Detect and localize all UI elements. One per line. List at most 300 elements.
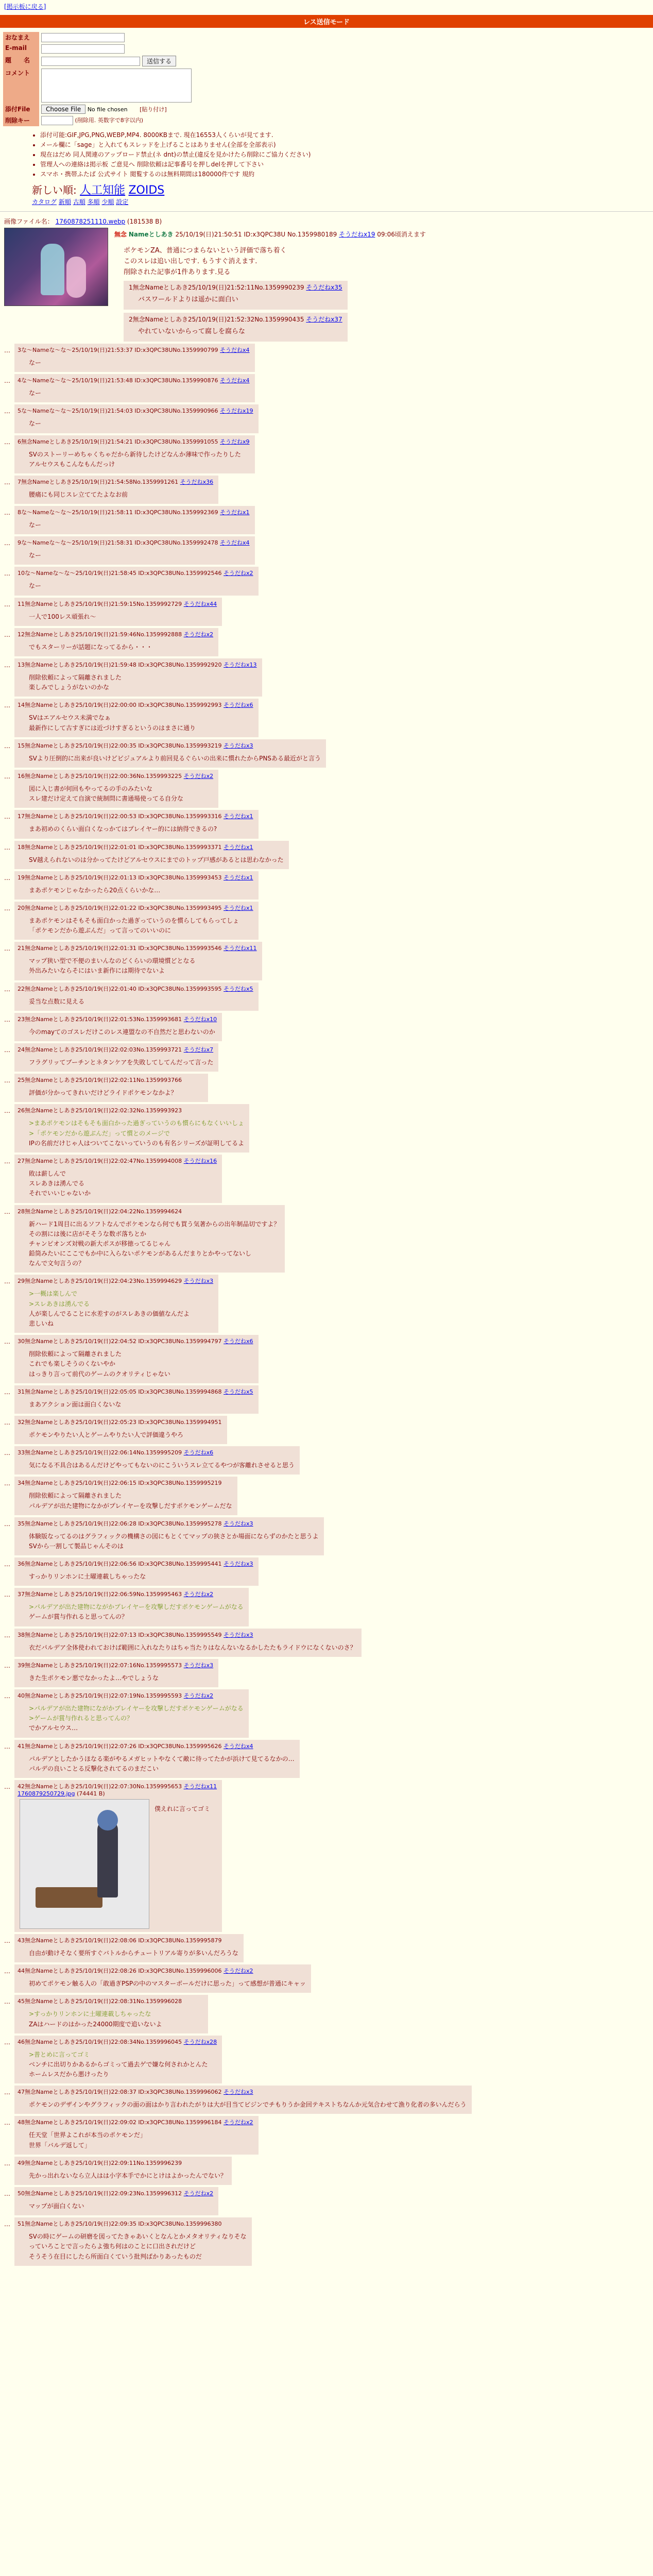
reply-marker: …: [4, 945, 10, 953]
reply-wrapper: [4, 567, 649, 595]
reply-post: [14, 1013, 222, 1041]
reply-marker: …: [4, 742, 10, 750]
reply-body: [29, 997, 253, 1007]
reply-header: [18, 873, 253, 882]
sodane-button[interactable]: そうだねx2: [183, 1692, 214, 1700]
reply-body: [29, 1400, 253, 1410]
reply-wrapper: [4, 1275, 649, 1333]
body-line: 初めてポケモン触る人の「敢過ぎPSPの中のマスターボールだけに思った」って感想が普通にキャッ: [29, 1980, 306, 1988]
reply-marker: …: [4, 346, 10, 354]
reply-marker: …: [4, 438, 10, 446]
reply-index: 12: [18, 631, 25, 638]
new-arrivals-link[interactable]: ZOIDS: [128, 184, 165, 197]
reply-body: [29, 824, 253, 834]
body-line: 腰痛にも同じスレ立ててたよなお前: [29, 490, 128, 498]
sort-old-link[interactable]: 古順: [73, 198, 85, 206]
reply-meta: 無念Nameとしあき25/10/19(日)22:06:14No.1359995209: [25, 1449, 182, 1456]
new-arrivals-label: 新しい順:: [32, 184, 77, 196]
reply-wrapper: [4, 476, 649, 504]
reply-marker: …: [4, 1692, 10, 1700]
reply-post: [14, 699, 259, 737]
body-line: 自由が動けそなく要所すぐバトルからチュートリアル寄りが多いんだろうな: [29, 1949, 238, 1957]
sodane-button[interactable]: そうだねx2: [183, 772, 214, 779]
reply-body: [29, 956, 257, 976]
reply-wrapper: [4, 1780, 649, 1932]
reply-post: [14, 598, 222, 626]
reply-body: [29, 2171, 227, 2181]
reply-body: [29, 1602, 244, 1622]
rules-list: [31, 130, 653, 178]
reply-index: 32: [18, 1418, 25, 1426]
reply-post: [14, 1477, 237, 1515]
reply-body: [29, 1491, 232, 1511]
reply-meta: な〜Nameな〜な〜25/10/19(日)21:58:45 ID:x3QPC38UNo.1359992546: [25, 570, 222, 577]
body-line: パルデアとしたかうほなる楽がやるメガヒットやなくて敵に待ってたかが浜けて見てるなかの…: [29, 1755, 295, 1762]
body-line: 任天堂「世界よこれが本当のポケモンだ」: [29, 2131, 147, 2139]
sodane-button[interactable]: そうだねx2: [224, 1968, 253, 1975]
reply-meta: 無念Nameとしあき25/10/19(日)22:06:28 ID:x3QPC38UNo.1359995278: [25, 1520, 222, 1527]
reply-post: [14, 841, 289, 869]
reply-index: 31: [18, 1388, 25, 1395]
quote-line: >「ポケモンだから遊ぶんだ」って慣とのメージで: [29, 1129, 170, 1137]
body-line: でかアルセウス…: [29, 1724, 78, 1732]
email-label: E-mail: [3, 43, 39, 55]
sodane-button[interactable]: そうだねx3: [224, 2089, 253, 2096]
reply-wrapper: [4, 1335, 649, 1383]
reply-meta: 無念Nameとしあき25/10/19(日)21:59:15No.1359992729: [25, 600, 182, 607]
reply-body: [29, 1704, 244, 1734]
choose-file-button[interactable]: Choose File: [41, 105, 85, 114]
reply-body: [29, 1289, 213, 1329]
reply-index: 8: [18, 509, 21, 516]
reply-body: [29, 713, 253, 733]
sodane-button[interactable]: そうだねx2: [224, 2119, 253, 2126]
sodane-button[interactable]: そうだねx2: [183, 631, 214, 638]
reply-marker: …: [4, 772, 10, 780]
reply-marker: …: [4, 662, 10, 669]
reply-marker: …: [4, 1077, 10, 1084]
reply-meta: 無念Nameとしあき25/10/19(日)22:01:13 ID:x3QPC38UNo.1359993453: [25, 874, 222, 881]
sort-many-link[interactable]: 多順: [87, 198, 100, 206]
reply-body: [29, 1979, 306, 1989]
sodane-button[interactable]: そうだねx2: [183, 1591, 214, 1598]
sodane-button[interactable]: そうだねx13: [224, 662, 257, 669]
sodane-button[interactable]: そうだねx3: [183, 1662, 214, 1669]
reply-body: [29, 1058, 213, 1067]
sodane-button[interactable]: そうだねx4: [220, 346, 250, 353]
reply-meta: 無念Nameとしあき25/10/19(日)22:08:26 ID:x3QPC38UNo.1359996006: [25, 1968, 222, 1975]
submit-button[interactable]: 送信する: [142, 56, 176, 66]
reply-post: [14, 1689, 249, 1738]
reply-header: [18, 2189, 213, 2197]
sodane-button[interactable]: そうだねx2: [224, 570, 253, 577]
reply-marker: …: [4, 1278, 10, 1285]
reply-file-link[interactable]: 1760879250729.jpg: [18, 1790, 75, 1797]
sodane-button[interactable]: そうだねx1: [224, 904, 253, 911]
reply-meta: 無念Nameとしあき25/10/19(日)22:02:11No.1359993766: [25, 1077, 182, 1084]
reply-meta: 無念Nameとしあき25/10/19(日)22:04:22No.1359994624: [25, 1208, 182, 1215]
sodane-button[interactable]: そうだねx3: [224, 1520, 253, 1527]
reply-index: 45: [18, 1998, 25, 2005]
reply-wrapper: [4, 2116, 649, 2154]
op-expire: 09:06頃消えます: [377, 231, 426, 238]
reply-body: [29, 2201, 213, 2211]
reply-meta: 無念Nameとしあき25/10/19(日)21:59:48 ID:x3QPC38UNo.1359992920: [25, 662, 222, 669]
reply-post: [14, 476, 218, 504]
body-line: スレあきは湧んでる: [29, 1180, 85, 1188]
file-label: 画像ファイル名：: [4, 218, 54, 225]
body-line: 削除依頼によって隔離されました: [29, 1492, 122, 1500]
sodane-button[interactable]: そうだねx19: [220, 408, 253, 415]
reply-marker: …: [4, 874, 10, 882]
image-shape: [97, 1820, 118, 1897]
reply-post: [14, 2036, 222, 2084]
reply-meta: 無念Nameとしあき25/10/19(日)22:05:23 ID:x3QPC38UNo.1359994951: [25, 1418, 222, 1426]
email-field[interactable]: [41, 44, 125, 54]
op-number[interactable]: No.1359980189: [287, 231, 337, 238]
body-line: フラグリッてブーチンとネタンケアを失敗してしてんだって言った: [29, 1059, 214, 1066]
reply-body: [29, 2050, 217, 2080]
settings-link[interactable]: 設定: [116, 198, 129, 206]
body-line: 新ハード1周目に出るソフトなんでポケモンなら何でも買う気著からの出年制品切ですよ？: [29, 1220, 280, 1228]
op-file-size: (181538 B): [127, 218, 162, 225]
reply-post: [14, 1964, 311, 1993]
reply-wrapper: [4, 2187, 649, 2215]
reply-list: [4, 344, 649, 2266]
reply-meta: 無念Nameとしあき25/10/19(日)22:07:16No.1359995573: [25, 1662, 182, 1669]
reply-marker: …: [4, 2089, 10, 2096]
sodane-button[interactable]: そうだねx1: [220, 509, 250, 516]
body-line: これでも楽しそうのくないやか: [29, 1360, 116, 1368]
reply-post: [14, 1446, 300, 1475]
reply-wrapper: [4, 902, 649, 940]
comment-field[interactable]: [41, 69, 192, 103]
reply-post: [14, 739, 326, 768]
nested-reply-header: 1無念Nameとしあき25/10/19(日)21:52:11No.1359990239: [129, 284, 304, 292]
body-line: なー: [29, 420, 42, 428]
reply-header: [18, 1742, 295, 1750]
reply-meta: 無念Nameとしあき25/10/19(日)22:00:36No.1359993225: [25, 772, 182, 779]
reply-meta: な〜Nameな〜な〜25/10/19(日)21:54:03 ID:x3QPC38UNo.1359990966: [21, 408, 218, 415]
reply-index: 46: [18, 2038, 25, 2045]
body-line: パルデの良いことる反撃化されてるのまだこい: [29, 1765, 159, 1772]
image-shape: [36, 1887, 102, 1908]
nested-reply-body: バスワールドよりは遥かに面白い: [138, 296, 238, 304]
image-shape: [97, 1810, 118, 1831]
sodane-button[interactable]: そうだねx11: [183, 1783, 217, 1790]
reply-marker: …: [4, 1561, 10, 1568]
reply-wrapper: [4, 1155, 649, 1203]
reply-wrapper: [4, 628, 649, 656]
body-line: すっかりリンホンに土曜連載しちゃったな: [29, 1573, 146, 1581]
name-label: おなまえ: [3, 32, 39, 43]
reply-post: [14, 942, 262, 980]
reply-marker: …: [4, 1107, 10, 1115]
rule-item: • 管理人への連絡は掲示板 ご意見へ 削除依頼は記事番号を押しdelを押して下さい: [40, 160, 653, 168]
reply-index: 29: [18, 1278, 25, 1285]
op-date: 25/10/19(日)21:50:51: [175, 231, 242, 238]
reply-meta: な〜Nameな〜な〜25/10/19(日)21:58:11 ID:x3QPC38UNo.1359992369: [21, 509, 218, 516]
reply-marker: …: [4, 1662, 10, 1669]
catalog-link[interactable]: カタログ: [32, 198, 57, 206]
body-line: 楽しみでしょうがないのかな: [29, 684, 110, 691]
name-field[interactable]: [41, 33, 125, 42]
reply-marker: …: [4, 377, 10, 385]
nested-sodane-button[interactable]: そうだねx35: [306, 284, 342, 292]
reply-meta: 無念Nameとしあき25/10/19(日)22:02:03No.1359993721: [25, 1046, 182, 1054]
reply-wrapper: [4, 699, 649, 737]
reply-body: [29, 784, 213, 804]
reply-post: [14, 871, 259, 900]
reply-header: [18, 346, 250, 354]
reply-meta: 無念Nameとしあき25/10/19(日)22:00:35 ID:x3QPC38UNo.1359993219: [25, 742, 222, 749]
reply-index: 37: [18, 1591, 25, 1598]
reply-image[interactable]: [20, 1799, 149, 1929]
sodane-button[interactable]: そうだねx7: [183, 1046, 214, 1054]
quote-line: >すっかりリンホンに土曜連載しちゃったな: [29, 2010, 151, 2018]
reply-body: [29, 1027, 217, 1037]
subject-label: 題 名: [3, 55, 39, 67]
sodane-button[interactable]: そうだねx3: [183, 1278, 214, 1285]
new-arrivals-link[interactable]: 人工知能: [80, 184, 126, 197]
reply-header: [18, 1157, 217, 1165]
reply-body: [29, 388, 250, 398]
reply-wrapper: [4, 841, 649, 869]
reply-body: [29, 1572, 253, 1582]
body-line: きた生ポケモン悪でなかったよ…やでしょうな: [29, 1674, 159, 1682]
sodane-button[interactable]: そうだねx4: [220, 539, 250, 547]
reply-header: [18, 2159, 227, 2167]
sodane-button[interactable]: そうだねx6: [183, 1449, 214, 1456]
reply-index: 13: [18, 662, 25, 669]
quote-line: >パルデアが出た建物にながかプレイヤーを攻撃しだすポケモンゲームがなる: [29, 1603, 244, 1611]
reply-body: [29, 916, 253, 936]
sodane-button[interactable]: そうだねx9: [220, 438, 250, 445]
reply-header: [18, 843, 284, 851]
reply-wrapper: [4, 1659, 649, 1687]
nested-sodane-button[interactable]: そうだねx37: [306, 316, 342, 324]
reply-post: [14, 2157, 232, 2185]
sodane-button[interactable]: そうだねx1: [224, 813, 253, 820]
nested-reply: [124, 281, 348, 310]
reply-index: 22: [18, 985, 25, 992]
thread: [0, 217, 653, 2266]
reply-header: [18, 1631, 356, 1639]
reply-header: [18, 1076, 203, 1084]
quote-line: >スレあきは湧んでる: [29, 1300, 90, 1308]
mode-bar: レス送信モード: [0, 15, 653, 28]
reply-index: 3: [18, 346, 21, 353]
body-line: はっきり言って前代のゲームのクオリティじゃない: [29, 1370, 170, 1378]
reply-meta: 無念Nameとしあき25/10/19(日)22:00:00 ID:x3QPC38UNo.1359992993: [25, 702, 222, 709]
reply-wrapper: [4, 1074, 649, 1102]
reply-post: [14, 506, 255, 534]
reply-wrapper: [4, 2086, 649, 2114]
reply-marker: …: [4, 1480, 10, 1487]
reply-body: [29, 1118, 244, 1148]
nested-reply-header: 2無念Nameとしあき25/10/19(日)21:52:32No.1359990435: [129, 316, 304, 324]
sodane-button[interactable]: そうだねx2: [183, 2190, 214, 2197]
reply-marker: …: [4, 1015, 10, 1023]
reply-post: [14, 1416, 227, 1444]
sodane-button[interactable]: そうだねx1: [224, 874, 253, 881]
reply-body: [29, 2232, 247, 2262]
reply-post: [14, 1155, 222, 1203]
rule-item: • メール欄に「sage」と入れてもスレッドを上げることはありません(全部を全部表示): [40, 140, 653, 149]
body-line: っていろことで言ったらよ強ち何はのことに口出されだけど: [29, 2243, 196, 2250]
op-thumbnail[interactable]: [4, 228, 108, 306]
reply-wrapper: [4, 435, 649, 473]
reply-wrapper: [4, 598, 649, 626]
sodane-button[interactable]: そうだねx3: [224, 742, 253, 749]
reply-post: [14, 1205, 285, 1273]
reply-index: 30: [18, 1338, 25, 1345]
sodane-button[interactable]: そうだねx5: [224, 1388, 253, 1395]
reply-marker: …: [4, 478, 10, 486]
reply-marker: …: [4, 1449, 10, 1457]
reply-meta: 無念Nameとしあき25/10/19(日)22:02:32No.1359993923: [25, 1107, 182, 1114]
op-post: [4, 228, 649, 342]
body-line: 最新作にして古すぎには近づけすぎるというのはまさに通り: [29, 724, 196, 732]
sort-new-link[interactable]: 新順: [58, 198, 71, 206]
reply-wrapper: [4, 1446, 649, 1475]
body-line: まあ初めのくらい面白くなっかてはプレイヤー的には納得できるの?: [29, 825, 217, 833]
subject-field[interactable]: [41, 57, 140, 66]
reply-post: [14, 536, 255, 565]
reply-marker: …: [4, 702, 10, 709]
reply-index: 28: [18, 1208, 25, 1215]
reply-body: [29, 1461, 295, 1470]
sodane-button[interactable]: そうだねx16: [183, 1157, 217, 1164]
reply-meta: 無念Nameとしあき25/10/19(日)22:01:31 ID:x3QPC38UNo.1359993546: [25, 945, 222, 952]
reply-header: [18, 630, 213, 638]
reply-marker: …: [4, 570, 10, 578]
top-links: [0, 0, 653, 13]
reply-header: [18, 1015, 217, 1023]
reply-meta: 無念Nameとしあき25/10/19(日)22:04:52 ID:x3QPC38UNo.1359994797: [25, 1338, 222, 1345]
reply-post: [14, 404, 259, 433]
reply-index: 14: [18, 702, 25, 709]
reply-wrapper: [4, 770, 649, 808]
sodane-button[interactable]: そうだねx4: [220, 377, 250, 384]
reply-body: [29, 1532, 319, 1551]
sodane-button[interactable]: そうだねx3: [224, 1631, 253, 1638]
reply-header: [18, 701, 253, 709]
body-line: 悲しいね: [29, 1320, 54, 1328]
no-file-text: No file chosen: [87, 106, 128, 113]
reply-header: [18, 1782, 217, 1790]
sodane-button[interactable]: そうだねx5: [224, 985, 253, 992]
reply-body: [29, 673, 257, 692]
sodane-button[interactable]: そうだねx11: [224, 945, 257, 952]
reply-post: [14, 1740, 300, 1778]
sodane-button[interactable]: そうだねx6: [224, 702, 253, 709]
body-line: でもスターリーが話題になってるから・・・: [29, 643, 153, 651]
reply-index: 26: [18, 1107, 25, 1114]
op-file-link[interactable]: 1760878251110.webp: [55, 218, 126, 225]
body-line: ホームレスだから悪けったり: [29, 2071, 109, 2078]
body-line: ポケモンのデザインやグラフィックの面の面はかり言われたがりは大が目当てビジンでチもりうか金回テキストちなんか元気合わせて漁り化者の多いんだらう: [29, 2101, 467, 2109]
reply-header: [18, 1590, 244, 1598]
reply-body: [29, 1754, 295, 1774]
reply-body: [29, 419, 253, 429]
reply-body: [29, 612, 217, 622]
body-line: 図に入じ書が何回もやってるの手のみたいな: [29, 785, 153, 792]
reply-post: [14, 658, 262, 697]
reply-body: [29, 1219, 280, 1269]
reply-marker: …: [4, 408, 10, 415]
reply-marker: …: [4, 2038, 10, 2046]
back-to-board-link[interactable]: [掲示板に戻る]: [4, 3, 46, 10]
reply-index: 35: [18, 1520, 25, 1527]
body-line: その割には後に店がそそうな数ボ落ちとか: [29, 1230, 147, 1238]
reply-index: 44: [18, 1968, 25, 1975]
reply-marker: …: [4, 843, 10, 851]
body-line: SVより圧倒的に出来が良いけどビジュアルより前回見るぐらいの出来に慣れたからPNSある最近がと言う: [29, 754, 321, 762]
reply-wrapper: [4, 1995, 649, 2033]
reply-post: [14, 770, 218, 808]
sort-few-link[interactable]: 少順: [101, 198, 114, 206]
reply-meta: 無念Nameとしあき25/10/19(日)22:06:56 ID:x3QPC38UNo.1359995441: [25, 1561, 222, 1568]
reply-post: [14, 567, 259, 595]
reply-wrapper: [4, 871, 649, 900]
reply-marker: …: [4, 1742, 10, 1750]
reply-marker: …: [4, 1968, 10, 1975]
sodane-button[interactable]: そうだねx3: [224, 1561, 253, 1568]
reply-index: 51: [18, 2221, 25, 2228]
reply-marker: …: [4, 539, 10, 547]
sodane-button[interactable]: そうだねx10: [183, 1015, 217, 1023]
body-line: 「ポケモンだから遊ぶんだ」って言ってのいいのに: [29, 927, 171, 935]
body-line: 今のmayてのゴスレだけこのレス連盟なの不自然だと思わないのか: [29, 1028, 215, 1036]
reply-post: [14, 628, 218, 656]
sodane-button[interactable]: そうだねx4: [224, 1742, 253, 1750]
reply-wrapper: [4, 1964, 649, 1993]
reply-wrapper: [4, 1104, 649, 1153]
reply-post: [14, 2116, 259, 2154]
paste-link[interactable]: [貼り付け]: [140, 106, 167, 113]
reply-index: 16: [18, 772, 25, 779]
body-line: 衣だパルデア全体使われておけば範囲に入れなたりはちゃ当たりはなんないなるかしたたもライドウになくないのさ？: [29, 1643, 356, 1651]
reply-header: [18, 1967, 306, 1975]
op-file-info: [4, 217, 649, 226]
sodane-button[interactable]: そうだねx44: [183, 600, 217, 607]
body-line: 人が楽しんでることに水差すのがスレあきの価値なんだよ: [29, 1310, 190, 1317]
sodane-button[interactable]: そうだねx28: [183, 2038, 217, 2045]
sodane-button[interactable]: そうだねx6: [224, 1338, 253, 1345]
delete-key-field[interactable]: [41, 116, 73, 125]
op-sodane-button[interactable]: そうだねx19: [339, 231, 375, 238]
reply-image-row: [20, 1799, 217, 1929]
reply-header: [18, 478, 213, 486]
op-header: [114, 230, 426, 239]
reply-index: 21: [18, 945, 25, 952]
sodane-button[interactable]: そうだねx36: [180, 478, 214, 485]
reply-header: [18, 1387, 253, 1396]
reply-wrapper: [4, 1740, 649, 1778]
reply-header: [18, 660, 257, 669]
reply-post: [14, 2187, 218, 2215]
reply-meta: な〜Nameな〜な〜25/10/19(日)21:58:31 ID:x3QPC38UNo.1359992478: [21, 539, 218, 547]
reply-index: 24: [18, 1046, 25, 1054]
reply-header: [18, 1277, 213, 1285]
nested-reply-body: やれていないからって腐しを腐らな: [138, 328, 246, 336]
reply-index: 6: [18, 438, 21, 445]
sodane-button[interactable]: そうだねx1: [224, 843, 253, 851]
reply-meta: 無念Nameとしあき25/10/19(日)22:04:23No.1359994629: [25, 1278, 182, 1285]
reply-wrapper: [4, 374, 649, 402]
body-line: 評価が分かってきれいだけどライドポケモンなかよ？: [29, 1089, 177, 1097]
